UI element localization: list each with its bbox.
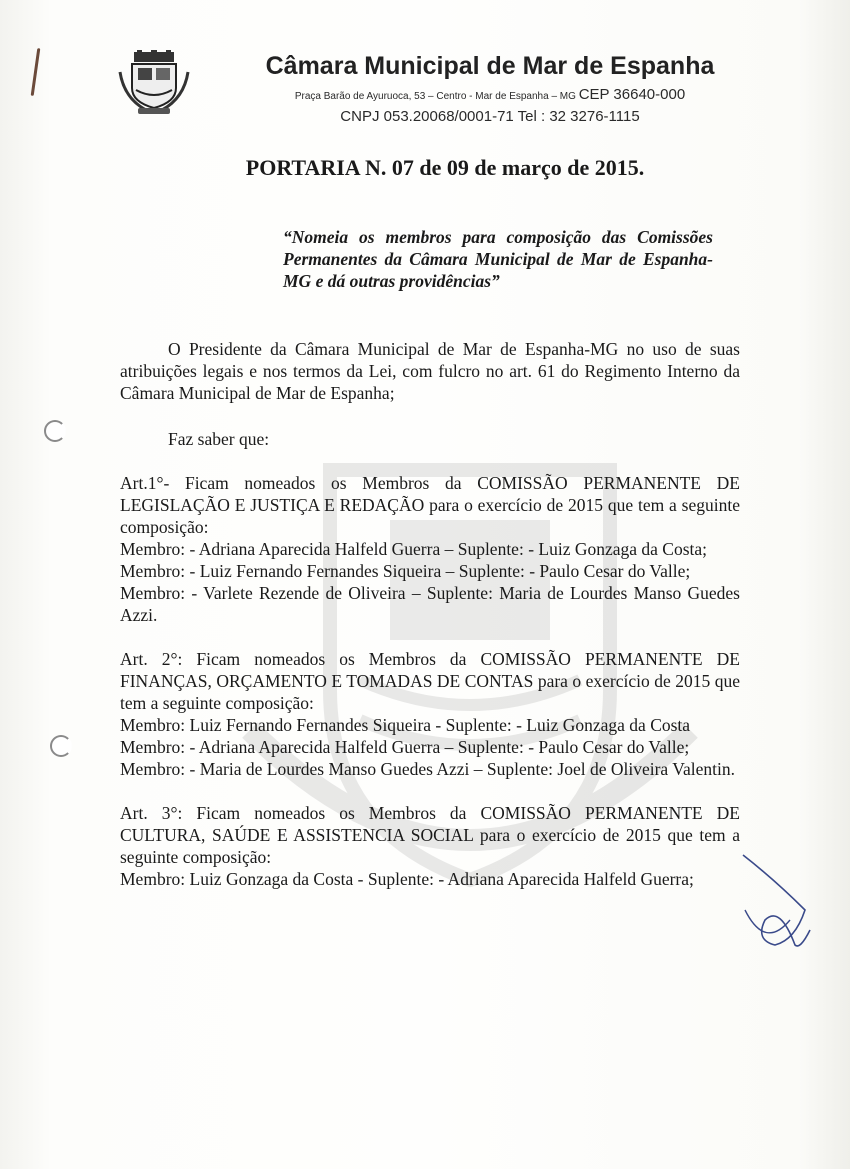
article-3 — [120, 802, 740, 890]
punch-hole-icon — [44, 420, 66, 442]
handwritten-initials-icon — [735, 850, 815, 960]
document-summary: “Nomeia os membros para composição das Comissões Permanentes da Câmara Municipal de Mar de Espanha-MG e dá outras providências” — [283, 227, 713, 291]
article-1 — [120, 472, 740, 626]
announcement-line: Faz saber que: — [168, 429, 270, 449]
address-text: Praça Barão de Ayuruoca, 53 – Centro - Mar de Espanha – MG — [294, 91, 576, 102]
member-line: Membro: - Maria de Lourdes Manso Guedes Azzi – Suplente: Joel de Oliveira Valentin. — [120, 759, 735, 779]
organization-name: Câmara Municipal de Mar de Espanha — [265, 52, 715, 80]
member-line: Membro: Luiz Fernando Fernandes Siqueira - Suplente: - Luiz Gonzaga da Costa — [120, 715, 691, 735]
member-line: Membro: - Luiz Fernando Fernandes Siqueira – Suplente: - Paulo Cesar do Valle; — [120, 561, 691, 581]
article-2 — [120, 648, 740, 780]
punch-hole-icon — [50, 735, 72, 757]
member-line: Membro: - Varlete Rezende de Oliveira – Suplente: Maria de Lourdes Manso Guedes Azzi. — [120, 583, 740, 625]
articles-section — [120, 472, 740, 912]
document-title: PORTARIA N. 07 de 09 de março de 2015. — [245, 155, 645, 180]
cnpj-phone: CNPJ 053.20068/0001-71 Tel : 32 3276-1115 — [340, 108, 640, 125]
member-line: Membro: - Adriana Aparecida Halfeld Guerra – Suplente: - Paulo Cesar do Valle; — [120, 737, 690, 757]
intro-paragraph: O Presidente da Câmara Municipal de Mar de Espanha-MG no uso de suas atribuições legais e nos termos da Lei, com fulcro no art. 61 do Regimento Interno da Câmara Municipal de Mar de Espanha; — [120, 339, 740, 403]
article-heading: Art. 2°: Ficam nomeados os Membros da COMISSÃO PERMANENTE DE FINANÇAS, ORÇAMENTO E TOMADAS DE CONTAS para o exercício de 2015 que tem a seguinte composição: — [120, 649, 740, 713]
member-line: Membro: - Adriana Aparecida Halfeld Guerra – Suplente: - Luiz Gonzaga da Costa; — [120, 539, 708, 559]
coat-of-arms-icon — [118, 50, 190, 116]
member-line: Membro: Luiz Gonzaga da Costa - Suplente: - Adriana Aparecida Halfeld Guerra; — [120, 869, 694, 889]
postal-code: CEP 36640-000 — [578, 86, 686, 103]
organization-address — [230, 86, 750, 103]
article-heading: Art.1°- Ficam nomeados os Membros da COMISSÃO PERMANENTE DE LEGISLAÇÃO E JUSTIÇA E REDAÇÃO para o exercício de 2015 que tem a seguinte composição: — [120, 473, 740, 537]
article-heading: Art. 3°: Ficam nomeados os Membros da COMISSÃO PERMANENTE DE CULTURA, SAÚDE E ASSISTENCIA SOCIAL para o exercício de 2015 que tem a seguinte composição: — [120, 803, 740, 867]
